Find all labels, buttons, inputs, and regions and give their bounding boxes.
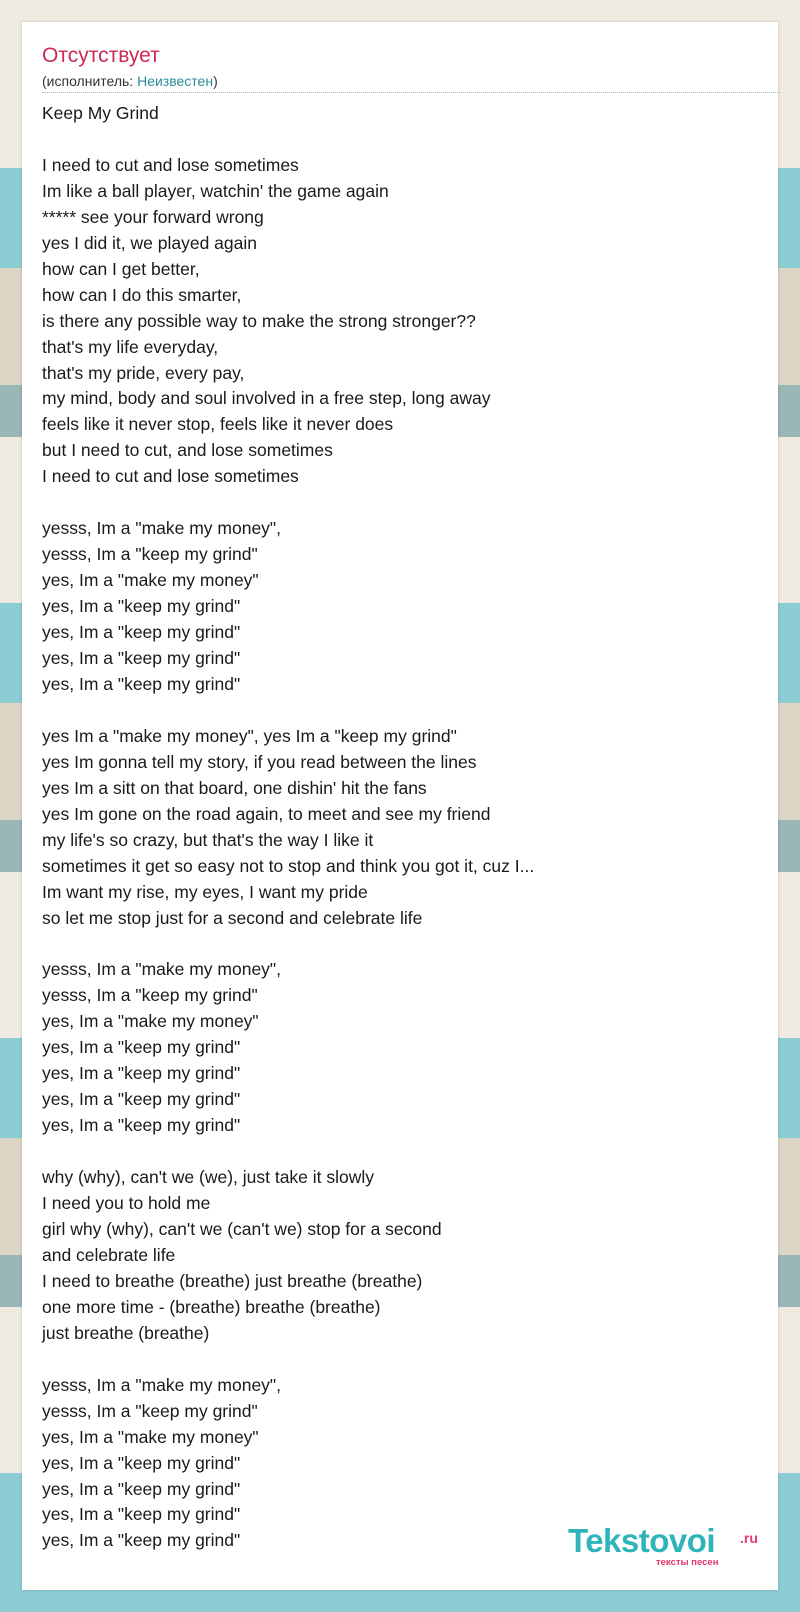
- lyric-line: one more time - (breathe) breathe (breathe): [42, 1296, 381, 1317]
- lyric-line: yes Im a "make my money", yes Im a "keep my grind": [42, 725, 457, 746]
- artist-link[interactable]: Неизвестен: [137, 73, 214, 89]
- lyric-line: how can I do this smarter,: [42, 284, 242, 305]
- lyric-line: ***** see your forward wrong: [42, 206, 264, 227]
- artist-suffix: ): [213, 73, 218, 89]
- artist-prefix: (исполнитель:: [42, 73, 138, 89]
- lyric-line: yes, Im a "make my money": [42, 570, 259, 591]
- lyric-line: yes, Im a "make my money": [42, 1426, 259, 1447]
- lyric-line: yes, Im a "keep my grind": [42, 648, 241, 669]
- lyric-line: sometimes it get so easy not to stop and think you got it, cuz I...: [42, 855, 535, 876]
- lyric-line: is there any possible way to make the strong stronger??: [42, 310, 476, 331]
- logo-tagline: тексты песен: [656, 1557, 719, 1568]
- lyrics-text: [42, 101, 762, 1554]
- lyric-line: my mind, body and soul involved in a free step, long away: [42, 388, 491, 409]
- lyric-line: I need to cut and lose sometimes: [42, 466, 299, 487]
- lyric-line: yes, Im a "keep my grind": [42, 596, 241, 617]
- lyric-line: yesss, Im a "keep my grind": [42, 1400, 258, 1421]
- lyric-line: yes, Im a "keep my grind": [42, 1115, 241, 1136]
- lyric-blank-line: [42, 932, 762, 958]
- lyrics-card: [22, 22, 778, 1590]
- lyric-line: but I need to cut, and lose sometimes: [42, 440, 333, 461]
- lyric-line: yesss, Im a "keep my grind": [42, 544, 258, 565]
- lyric-line: yes, Im a "keep my grind": [42, 1063, 241, 1084]
- lyric-line: that's my life everyday,: [42, 336, 219, 357]
- logo-wordmark: Tekstovoi: [568, 1522, 716, 1559]
- lyric-line: yesss, Im a "make my money",: [42, 1374, 282, 1395]
- lyric-line: yes, Im a "make my money": [42, 1011, 259, 1032]
- logo-tld: .ru: [740, 1530, 758, 1546]
- lyric-blank-line: [42, 127, 762, 153]
- lyric-line: yes Im gone on the road again, to meet and see my friend: [42, 803, 491, 824]
- lyric-line: yes, Im a "keep my grind": [42, 1478, 241, 1499]
- lyric-line: that's my pride, every pay,: [42, 362, 245, 383]
- lyric-line: Im like a ball player, watchin' the game again: [42, 180, 389, 201]
- lyric-line: yes I did it, we played again: [42, 232, 257, 253]
- lyric-line: how can I get better,: [42, 258, 200, 279]
- lyric-line: yesss, Im a "keep my grind": [42, 985, 258, 1006]
- lyric-line: yes, Im a "keep my grind": [42, 1504, 241, 1525]
- lyric-line: feels like it never stop, feels like it never does: [42, 414, 394, 435]
- lyric-line: yes, Im a "keep my grind": [42, 622, 241, 643]
- lyric-blank-line: [42, 1347, 762, 1373]
- lyric-line: my life's so crazy, but that's the way I like it: [42, 829, 374, 850]
- lyric-line: yes Im gonna tell my story, if you read between the lines: [42, 751, 477, 772]
- lyric-line: why (why), can't we (we), just take it slowly: [42, 1167, 375, 1188]
- lyric-line: yesss, Im a "make my money",: [42, 959, 282, 980]
- site-logo[interactable]: [568, 1521, 768, 1581]
- lyric-line: I need to cut and lose sometimes: [42, 154, 299, 175]
- lyric-line: just breathe (breathe): [42, 1322, 210, 1343]
- lyric-line: so let me stop just for a second and celebrate life: [42, 907, 423, 928]
- dotted-divider: [42, 92, 780, 93]
- lyric-line: Im want my rise, my eyes, I want my pride: [42, 881, 368, 902]
- lyric-line: yes, Im a "keep my grind": [42, 1530, 241, 1551]
- song-title: Отсутствует: [42, 44, 160, 67]
- lyric-line: girl why (why), can't we (can't we) stop for a second: [42, 1218, 442, 1239]
- lyric-line: yes, Im a "keep my grind": [42, 1452, 241, 1473]
- lyric-line: yes, Im a "keep my grind": [42, 1037, 241, 1058]
- lyric-line: yesss, Im a "make my money",: [42, 518, 282, 539]
- lyric-blank-line: [42, 698, 762, 724]
- lyric-line: yes, Im a "keep my grind": [42, 1089, 241, 1110]
- lyric-line: I need to breathe (breathe) just breathe (breathe): [42, 1270, 423, 1291]
- lyric-line: I need you to hold me: [42, 1193, 211, 1214]
- lyric-line: Keep My Grind: [42, 103, 159, 123]
- lyric-blank-line: [42, 490, 762, 516]
- artist-line: [42, 72, 218, 90]
- lyric-line: yes Im a sitt on that board, one dishin' hit the fans: [42, 777, 427, 798]
- lyric-line: yes, Im a "keep my grind": [42, 673, 241, 694]
- lyric-blank-line: [42, 1139, 762, 1165]
- lyric-line: and celebrate life: [42, 1244, 176, 1265]
